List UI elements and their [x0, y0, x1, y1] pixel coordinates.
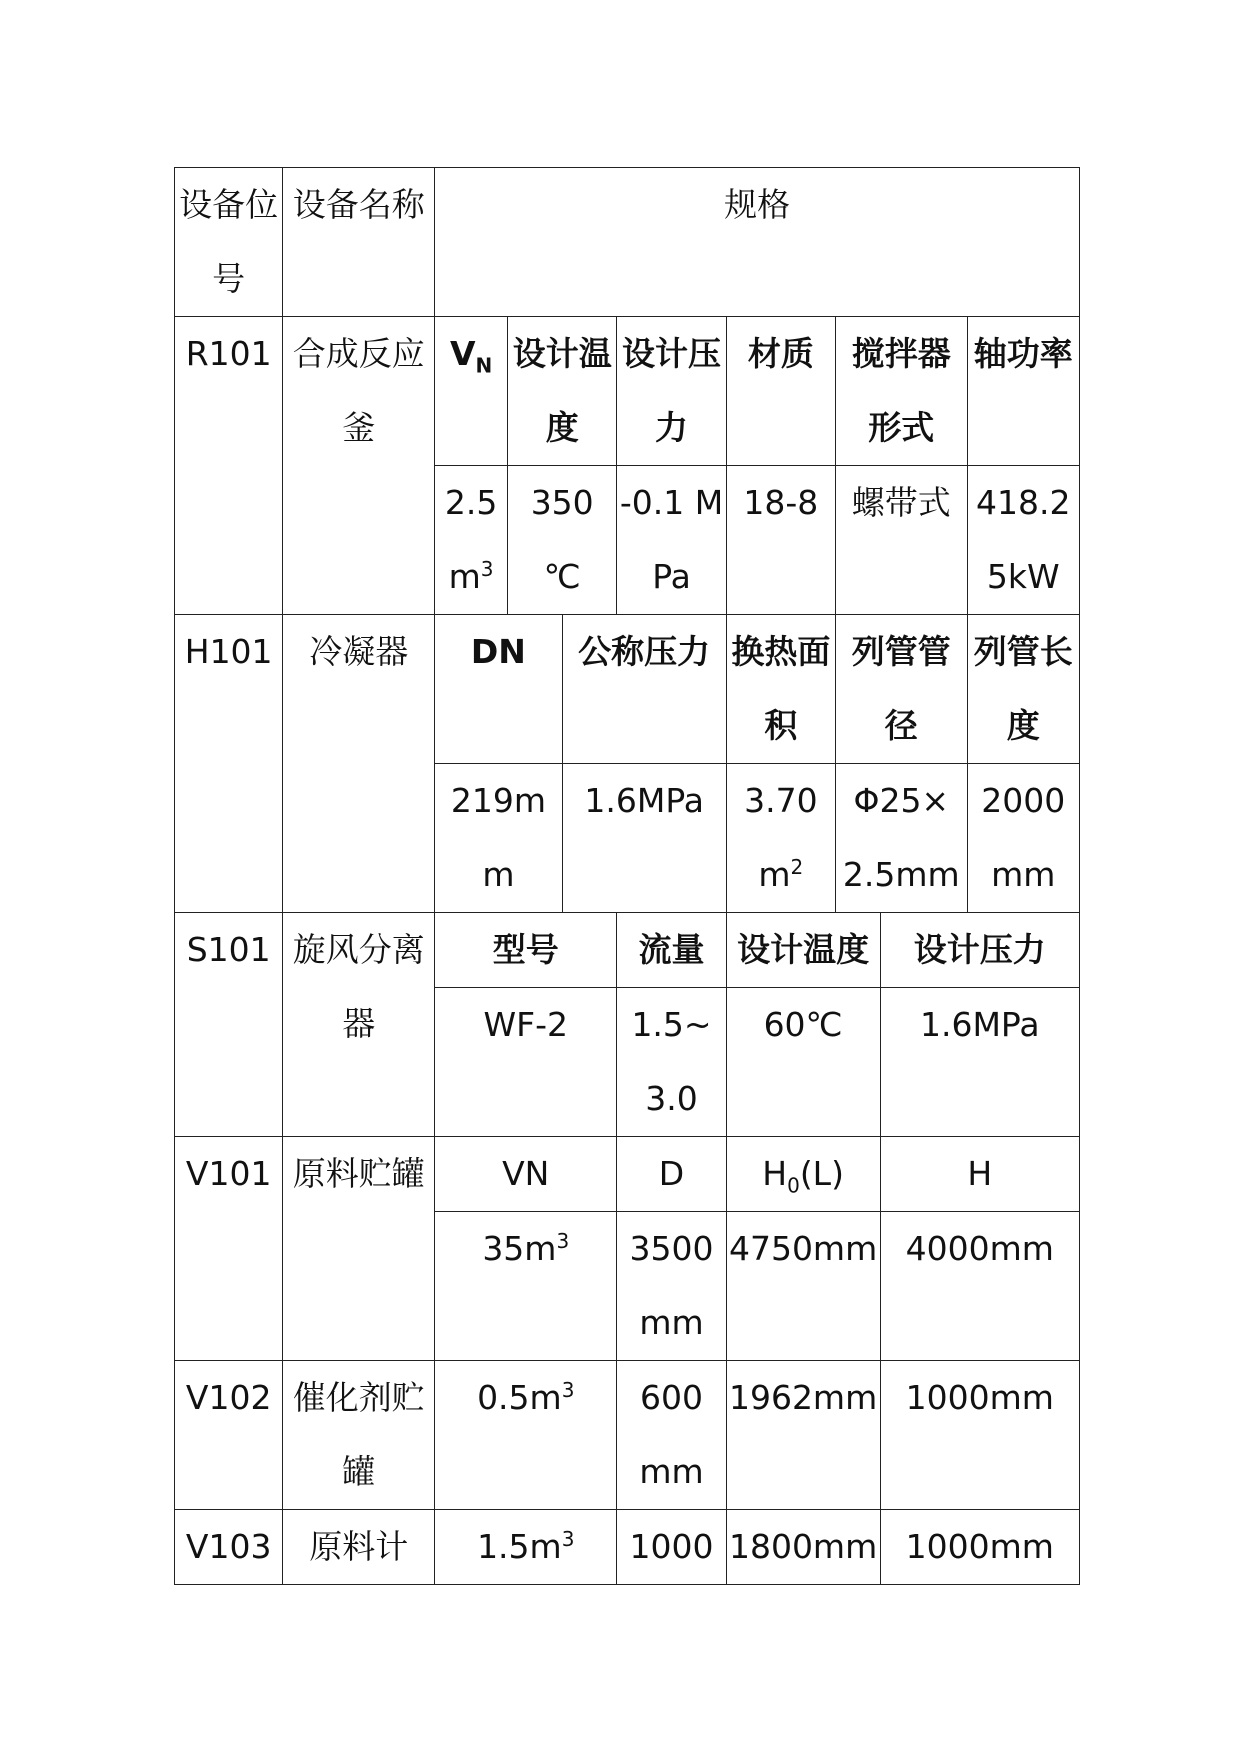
s101-model-value-cell: WF-2: [435, 988, 617, 1137]
v101-h-head-cell: H: [880, 1137, 1079, 1212]
r101-material-value-cell: 18-8: [726, 466, 835, 615]
r101-tag-cell: R101: [175, 317, 283, 615]
table-row-v103: [175, 1510, 1080, 1585]
r101-shaft-power-head-cell: 轴功率: [967, 317, 1079, 466]
h101-tube-dia-head-cell: 列管管径: [836, 615, 968, 764]
r101-power-value-cell: 418.25kW: [967, 466, 1079, 615]
r101-press-value-cell: -0.1 MPa: [617, 466, 726, 615]
s101-press-value-cell: 1.6MPa: [880, 988, 1079, 1137]
v101-h0-head-main: H: [762, 1154, 788, 1193]
r101-vn-value-cell: [435, 466, 508, 615]
table-row-s101-heads: [175, 913, 1080, 988]
v103-vn-value-sup: 3: [561, 1527, 575, 1551]
h101-tube-dia-value-cell: Φ25×2.5mm: [836, 764, 968, 913]
h101-dn-value-cell: 219mm: [435, 764, 563, 913]
s101-tag-cell: S101: [175, 913, 283, 1137]
v103-vn-value-num: 1.5m: [477, 1527, 562, 1566]
s101-design-press-head-cell: 设计压力: [880, 913, 1079, 988]
v103-name-cell: 原料计: [283, 1510, 435, 1585]
v101-tag-cell: V101: [175, 1137, 283, 1361]
header-name-cell: 设备名称: [283, 168, 435, 317]
s101-flow-value-cell: 1.5~3.0: [617, 988, 726, 1137]
v101-d-value-cell: 3500 mm: [617, 1212, 726, 1361]
r101-agitator-head-cell: 搅拌器形式: [836, 317, 968, 466]
v102-tag-cell: V102: [175, 1361, 283, 1510]
r101-design-temp-head-cell: 设计温度: [508, 317, 617, 466]
s101-name-cell: 旋风分离器: [283, 913, 435, 1137]
h101-tube-len-head-cell: 列管长度: [967, 615, 1079, 764]
s101-temp-value-cell: 60℃: [726, 988, 880, 1137]
h101-tube-len-value-cell: 2000 mm: [967, 764, 1079, 913]
v103-h0-value-cell: 1800mm: [726, 1510, 880, 1585]
v103-tag-cell: V103: [175, 1510, 283, 1585]
v102-h0-value-cell: 1962mm: [726, 1361, 880, 1510]
h101-area-value-sup: 2: [790, 855, 804, 879]
r101-agitator-value-cell: 螺带式: [836, 466, 968, 615]
v101-vn-value-cell: [435, 1212, 617, 1361]
h101-area-head-cell: 换热面积: [726, 615, 835, 764]
table-header-row: [175, 168, 1080, 317]
v101-vn-value-num: 35m: [482, 1229, 557, 1268]
r101-temp-value-cell: 350 ℃: [508, 466, 617, 615]
table-row-v101-heads: [175, 1137, 1080, 1212]
s101-design-temp-head-cell: 设计温度: [726, 913, 880, 988]
v102-name-cell: 催化剂贮罐: [283, 1361, 435, 1510]
h101-area-value-num: 3.70 m: [744, 781, 818, 894]
v102-vn-value-num: 0.5m: [477, 1378, 562, 1417]
r101-material-head-cell: 材质: [726, 317, 835, 466]
r101-vn-head-sub: N: [475, 353, 493, 378]
v102-vn-value-sup: 3: [561, 1378, 575, 1402]
v101-h0-head-cell: [726, 1137, 880, 1212]
v103-d-value-cell: 1000: [617, 1510, 726, 1585]
h101-tag-cell: H101: [175, 615, 283, 913]
v101-h0-head-tail: (L): [799, 1154, 844, 1193]
r101-design-press-head-cell: 设计压力: [617, 317, 726, 466]
table-row-r101-heads: [175, 317, 1080, 466]
v103-vn-value-cell: [435, 1510, 617, 1585]
v102-h-value-cell: 1000mm: [880, 1361, 1079, 1510]
table-row-v102: [175, 1361, 1080, 1510]
v103-h-value-cell: 1000mm: [880, 1510, 1079, 1585]
v101-h0-value-cell: 4750mm: [726, 1212, 880, 1361]
v101-name-cell: 原料贮罐: [283, 1137, 435, 1361]
r101-vn-head-cell: [435, 317, 508, 466]
h101-name-cell: 冷凝器: [283, 615, 435, 913]
v101-vn-head-cell: VN: [435, 1137, 617, 1212]
table-row-h101-heads: [175, 615, 1080, 764]
s101-model-head-cell: 型号: [435, 913, 617, 988]
h101-nominal-press-head-cell: 公称压力: [562, 615, 726, 764]
h101-area-value-cell: [726, 764, 835, 913]
h101-nominal-press-value-cell: 1.6MPa: [562, 764, 726, 913]
v101-h0-head-sub: 0: [787, 1173, 800, 1198]
v102-vn-value-cell: [435, 1361, 617, 1510]
r101-vn-head-main: V: [449, 334, 476, 373]
header-spec-cell: 规格: [435, 168, 1080, 317]
r101-name-cell: 合成反应釜: [283, 317, 435, 615]
v101-vn-value-sup: 3: [556, 1229, 570, 1253]
r101-vn-value-sup: 3: [480, 557, 494, 581]
h101-dn-head-cell: DN: [435, 615, 563, 764]
s101-flow-head-cell: 流量: [617, 913, 726, 988]
equipment-spec-table: [174, 167, 1080, 1585]
v101-h-value-cell: 4000mm: [880, 1212, 1079, 1361]
v102-d-value-cell: 600 mm: [617, 1361, 726, 1510]
v101-d-head-cell: D: [617, 1137, 726, 1212]
r101-vn-value-num: 2.5 m: [444, 483, 498, 596]
header-tag-cell: 设备位号: [175, 168, 283, 317]
